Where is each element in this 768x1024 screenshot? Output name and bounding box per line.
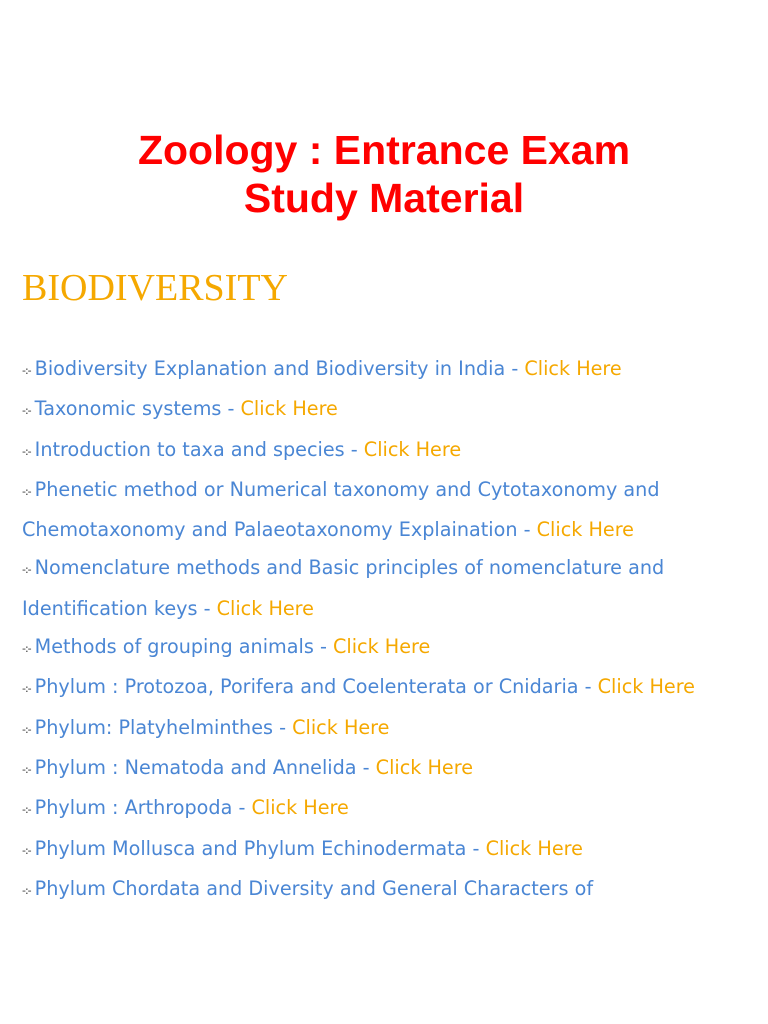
title-line-1: Zoology : Entrance Exam — [137, 127, 631, 173]
list-item-text: Phylum Chordata and Diversity and General Characters of — [34, 876, 594, 900]
bullet-icon: -:- — [22, 843, 31, 857]
list-item — [22, 749, 752, 789]
click-here-link[interactable]: Click Here — [485, 836, 583, 860]
list-item-text: Phenetic method or Numerical taxonomy and Cytotaxonomy and Chemotaxonomy and Palaeotaxonomy Explaination — [22, 477, 660, 542]
section-heading-biodiversity: BIODIVERSITY — [22, 267, 288, 309]
bullet-icon: -:- — [22, 722, 31, 736]
bullet-icon: -:- — [22, 803, 31, 817]
title-line-2: Study Material — [243, 175, 525, 221]
topic-list — [22, 350, 752, 910]
click-here-link[interactable]: Click Here — [597, 675, 695, 699]
list-item — [22, 668, 752, 708]
page-title — [0, 126, 768, 222]
bullet-icon: -:- — [22, 563, 31, 577]
separator: - — [344, 437, 364, 461]
bullet-icon: -:- — [22, 762, 31, 776]
list-item-text: Phylum : Arthropoda — [34, 796, 233, 820]
list-item — [22, 789, 752, 829]
separator: - — [578, 675, 598, 699]
bullet-icon: -:- — [22, 364, 31, 377]
click-here-link[interactable]: Click Here — [216, 596, 314, 620]
list-item-text: Phylum: Platyhelminthes — [34, 715, 273, 739]
bullet-icon: -:- — [22, 642, 31, 656]
list-item — [22, 390, 752, 430]
list-item — [22, 471, 752, 550]
list-item — [22, 350, 752, 390]
list-item-text: Introduction to taxa and species — [34, 437, 345, 461]
click-here-link[interactable]: Click Here — [363, 437, 462, 461]
bullet-icon: -:- — [22, 883, 31, 897]
bullet-icon: -:- — [22, 682, 31, 696]
bullet-icon: -:- — [22, 404, 31, 418]
list-item-text: Nomenclature methods and Basic principles of nomenclature and Identification keys — [22, 556, 665, 620]
separator: - — [505, 357, 525, 380]
separator: - — [232, 796, 252, 820]
click-here-link[interactable]: Click Here — [524, 357, 622, 380]
list-item-text: Methods of grouping animals — [34, 635, 314, 659]
separator: - — [356, 755, 376, 779]
separator: - — [313, 635, 333, 659]
bullet-icon: -:- — [22, 444, 31, 458]
list-item-text: Taxonomic systems — [34, 397, 222, 421]
bullet-icon: -:- — [22, 484, 31, 498]
click-here-link[interactable]: Click Here — [251, 796, 349, 820]
list-item-text: Phylum : Nematoda and Annelida — [34, 755, 357, 779]
list-item-text: Phylum Mollusca and Phylum Echinodermata — [34, 836, 467, 860]
list-item — [22, 431, 752, 471]
list-item — [22, 830, 752, 870]
separator: - — [517, 518, 537, 542]
separator: - — [273, 715, 293, 739]
list-item — [22, 549, 752, 628]
list-item — [22, 709, 752, 749]
list-item-text: Phylum : Protozoa, Porifera and Coelenterata or Cnidaria — [34, 675, 579, 699]
separator: - — [466, 836, 486, 860]
list-item-text: Biodiversity Explanation and Biodiversity in India — [34, 357, 506, 380]
list-item — [22, 628, 752, 668]
separator: - — [221, 397, 241, 421]
click-here-link[interactable]: Click Here — [332, 635, 431, 659]
click-here-link[interactable]: Click Here — [292, 715, 390, 739]
click-here-link[interactable]: Click Here — [536, 518, 634, 542]
separator: - — [197, 596, 217, 620]
click-here-link[interactable]: Click Here — [240, 397, 338, 421]
click-here-link[interactable]: Click Here — [375, 755, 473, 779]
list-item — [22, 870, 752, 910]
